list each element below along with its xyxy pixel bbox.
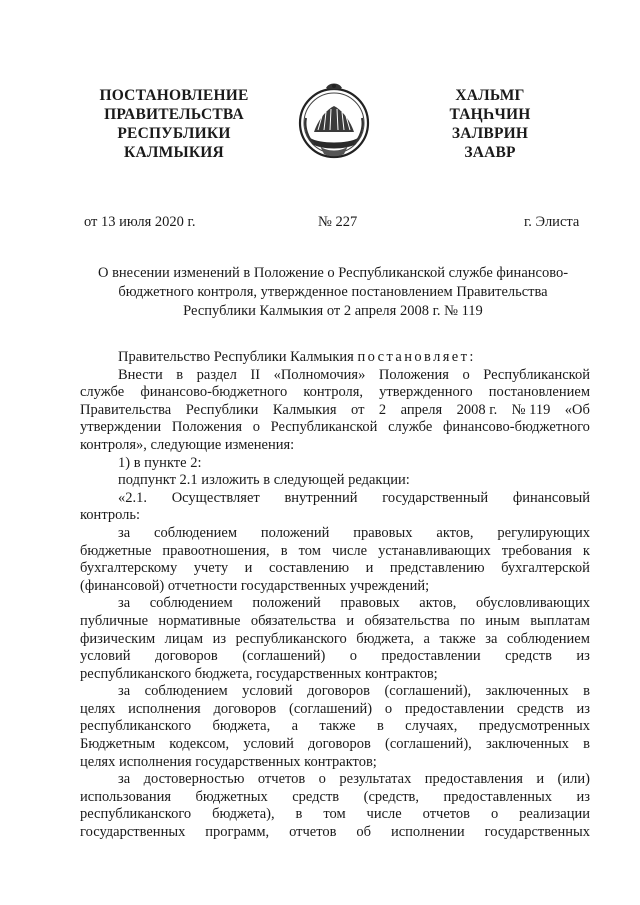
text-line: контроль: <box>80 507 141 524</box>
text-line <box>80 718 590 736</box>
word: представлению <box>389 560 485 577</box>
word: бюджета, <box>212 718 271 735</box>
word: правовых <box>353 524 413 541</box>
word: исполнении <box>390 824 465 841</box>
word: том <box>323 806 346 823</box>
word: за <box>118 595 131 612</box>
word: утвержденного <box>379 384 473 401</box>
word: отчетов <box>289 824 337 841</box>
word: числе <box>366 806 402 823</box>
word: договоров <box>154 648 218 665</box>
text-line: (финансовой) отчетности государственных учреждений; <box>80 577 430 594</box>
header-line: ХАЛЬМГ <box>455 87 525 104</box>
word: кодексом, <box>169 736 230 753</box>
word: в <box>280 542 288 559</box>
word: соблюдением <box>506 630 590 647</box>
word: Правительства <box>80 401 172 418</box>
word: (соглашений) <box>242 648 326 665</box>
word: предоставлении <box>381 648 481 665</box>
word: внутренний <box>284 489 358 506</box>
text-line <box>80 771 590 789</box>
preamble-text: Правительство Республики Калмыкия <box>118 349 354 365</box>
word: апреля <box>400 401 443 418</box>
word: из <box>212 630 227 647</box>
word: также <box>439 630 476 647</box>
text-line <box>80 367 590 385</box>
word: лицам <box>164 630 204 647</box>
word: в <box>295 806 303 823</box>
word: правоотношения, <box>162 542 270 559</box>
word: договоров <box>213 700 277 717</box>
word: отчетов <box>422 806 471 823</box>
text-line <box>80 789 590 807</box>
word: а <box>291 718 298 735</box>
word: целях <box>80 700 116 717</box>
document-date: от 13 июля 2020 г. <box>84 214 196 230</box>
word: положений <box>260 524 330 541</box>
text-line: подпункт 2.1 изложить в следующей редакции: <box>118 472 410 489</box>
word: соблюдением <box>144 683 228 700</box>
text-line: контроля», следующие изменения: <box>80 436 295 453</box>
word: и <box>244 560 253 577</box>
word: соблюдением <box>149 595 233 612</box>
word: Республиканской <box>270 419 378 436</box>
word: Положения <box>378 366 449 383</box>
word: и <box>365 560 374 577</box>
word: договоров <box>307 683 370 700</box>
text-line <box>80 595 590 613</box>
word: бухгалтерской <box>501 560 590 577</box>
word: о <box>462 366 470 383</box>
word: условий <box>243 736 294 753</box>
word: утверждении <box>80 419 162 436</box>
text-line: республиканского бюджета, государственных контрактов; <box>80 665 438 682</box>
word: предоставленных <box>443 788 552 805</box>
word: договоров <box>308 736 371 753</box>
header-kalmyk <box>422 86 558 162</box>
word: бюджета), <box>212 806 275 823</box>
word: (средств, <box>363 788 420 805</box>
word: службе <box>80 384 125 401</box>
word: выплатам <box>530 612 590 629</box>
word: постановлением <box>488 384 590 401</box>
word: правовых <box>340 595 400 612</box>
text-line <box>80 648 590 666</box>
word: о <box>252 419 260 436</box>
text-line <box>80 419 590 437</box>
word: о <box>318 771 326 788</box>
word: бюджета, <box>356 630 414 647</box>
document-body <box>80 349 590 842</box>
word: из <box>576 648 590 665</box>
word: о <box>384 700 393 717</box>
word: требования <box>501 542 572 559</box>
word: государственных <box>484 824 590 841</box>
word: II <box>250 366 261 383</box>
word: соблюдением <box>154 524 238 541</box>
header-line: ПОСТАНОВЛЕНИЕ <box>99 87 249 104</box>
word: учету <box>193 560 229 577</box>
header-line: РЕСПУБЛИКИ <box>117 125 231 142</box>
word: (соглашений) <box>289 700 373 717</box>
word: республиканского <box>80 806 192 823</box>
word: за <box>118 524 131 541</box>
word: из <box>576 788 590 805</box>
word: обусловливающих <box>476 595 590 612</box>
word: числе <box>331 542 368 559</box>
word: за <box>485 630 498 647</box>
header-line: КАЛМЫКИЯ <box>124 144 224 161</box>
word: исполнения <box>128 700 201 717</box>
text-line <box>80 560 590 578</box>
text-line <box>80 736 590 754</box>
word: предоставлении <box>404 700 505 717</box>
word: физическим <box>80 630 156 647</box>
word: составлению <box>268 560 350 577</box>
text-line <box>80 631 590 649</box>
word: государственных <box>80 824 186 841</box>
word: финансовый <box>512 489 590 506</box>
text-line: целях исполнения государственных контрактов; <box>80 753 377 770</box>
word: о <box>490 806 499 823</box>
word: а <box>423 630 430 647</box>
word: Осуществляет <box>171 489 260 506</box>
word: раздел <box>196 366 237 383</box>
word: условий <box>242 683 293 700</box>
header-line: ПРАВИТЕЛЬСТВА <box>104 106 244 123</box>
word: за <box>118 683 131 700</box>
word: 2008 г. <box>456 401 498 418</box>
document-city: г. Элиста <box>524 214 580 230</box>
word: обязательства <box>364 612 450 629</box>
word: случаях, <box>405 718 458 735</box>
word: № 119 <box>511 401 551 418</box>
word: за <box>118 771 131 788</box>
word: «Полномочия» <box>273 366 366 383</box>
word: государственный <box>382 489 489 506</box>
text-line <box>80 683 590 701</box>
text-line <box>80 613 590 631</box>
word: от <box>351 401 365 418</box>
text-line <box>80 402 590 420</box>
word: том <box>298 542 321 559</box>
word: публичные <box>80 612 149 629</box>
word: 2 <box>378 401 387 418</box>
text-line <box>80 806 590 824</box>
word: Внести <box>118 366 163 383</box>
word: актов, <box>419 595 457 612</box>
word: заключенных <box>485 683 569 700</box>
text-line <box>80 543 590 561</box>
word: службе <box>388 419 433 436</box>
word: «Об <box>564 401 590 418</box>
word: бухгалтерскому <box>80 560 178 577</box>
text-line <box>80 384 590 402</box>
word: средств <box>516 700 564 717</box>
word: условий <box>80 648 131 665</box>
preamble-emphasis: постановляет: <box>357 349 476 365</box>
header-line: ЗАЛВРИН <box>451 125 529 142</box>
word: обязательства <box>250 612 337 629</box>
word: Республиканской <box>483 366 590 383</box>
word: предусмотренных <box>478 718 590 735</box>
word: достоверностью <box>143 771 245 788</box>
word: из <box>576 700 590 717</box>
text-line <box>80 701 590 719</box>
word: устанавливающих <box>378 542 491 559</box>
document-number: № 227 <box>318 214 358 230</box>
word: контроля, <box>303 384 364 401</box>
word: об <box>356 824 372 841</box>
header-line: ТАҢҺЧИН <box>449 106 531 123</box>
document-title <box>80 264 586 321</box>
emblem-icon <box>296 80 372 162</box>
word: предоставления <box>424 771 523 788</box>
word: к <box>582 542 590 559</box>
word: бюджетных <box>195 788 268 805</box>
word: в <box>583 736 590 753</box>
word: Республики <box>185 401 259 418</box>
word: финансово-бюджетного <box>140 384 288 401</box>
word: финансово-бюджетного <box>443 419 590 436</box>
title-line: О внесении изменений в Положение о Республиканской службе финансово- <box>97 265 569 281</box>
word: «2.1. <box>118 489 147 506</box>
word: (соглашений), <box>384 683 472 700</box>
word: и <box>346 612 355 629</box>
word: программ, <box>205 824 270 841</box>
word: Положения <box>171 419 242 436</box>
word: республиканского <box>235 630 347 647</box>
word: заключенных <box>485 736 569 753</box>
word: (соглашений), <box>385 736 472 753</box>
word: бюджетные <box>80 542 152 559</box>
word: по <box>460 612 476 629</box>
text-line <box>80 824 590 842</box>
word: в <box>583 683 590 700</box>
header-russian <box>86 86 262 162</box>
title-line: бюджетного контроля, утвержденное постановлением Правительства <box>118 284 548 300</box>
word: нормативные <box>158 612 241 629</box>
word: также <box>319 718 356 735</box>
word: иным <box>485 612 520 629</box>
word: актов, <box>436 524 474 541</box>
text-line <box>80 490 590 508</box>
text-line <box>80 525 590 543</box>
word: реализации <box>519 806 590 823</box>
word: отчетов <box>257 771 306 788</box>
word: в <box>176 366 184 383</box>
word: средств <box>505 648 552 665</box>
word: средств <box>292 788 340 805</box>
word: регулирующих <box>497 524 590 541</box>
word: в <box>376 718 384 735</box>
word: о <box>349 648 357 665</box>
title-line: Республики Калмыкия от 2 апреля 2008 г. № 119 <box>183 303 483 319</box>
paragraph-preamble <box>80 349 590 367</box>
word: результатах <box>339 771 412 788</box>
text-line: 1) в пункте 2: <box>118 454 202 471</box>
header-line: ЗААВР <box>464 144 516 161</box>
word: и <box>536 771 545 788</box>
word: положений <box>252 595 321 612</box>
word: Бюджетным <box>80 736 156 753</box>
word: использования <box>80 788 172 805</box>
word: (или) <box>557 771 590 788</box>
word: Калмыкия <box>272 401 337 418</box>
word: республиканского <box>80 718 192 735</box>
